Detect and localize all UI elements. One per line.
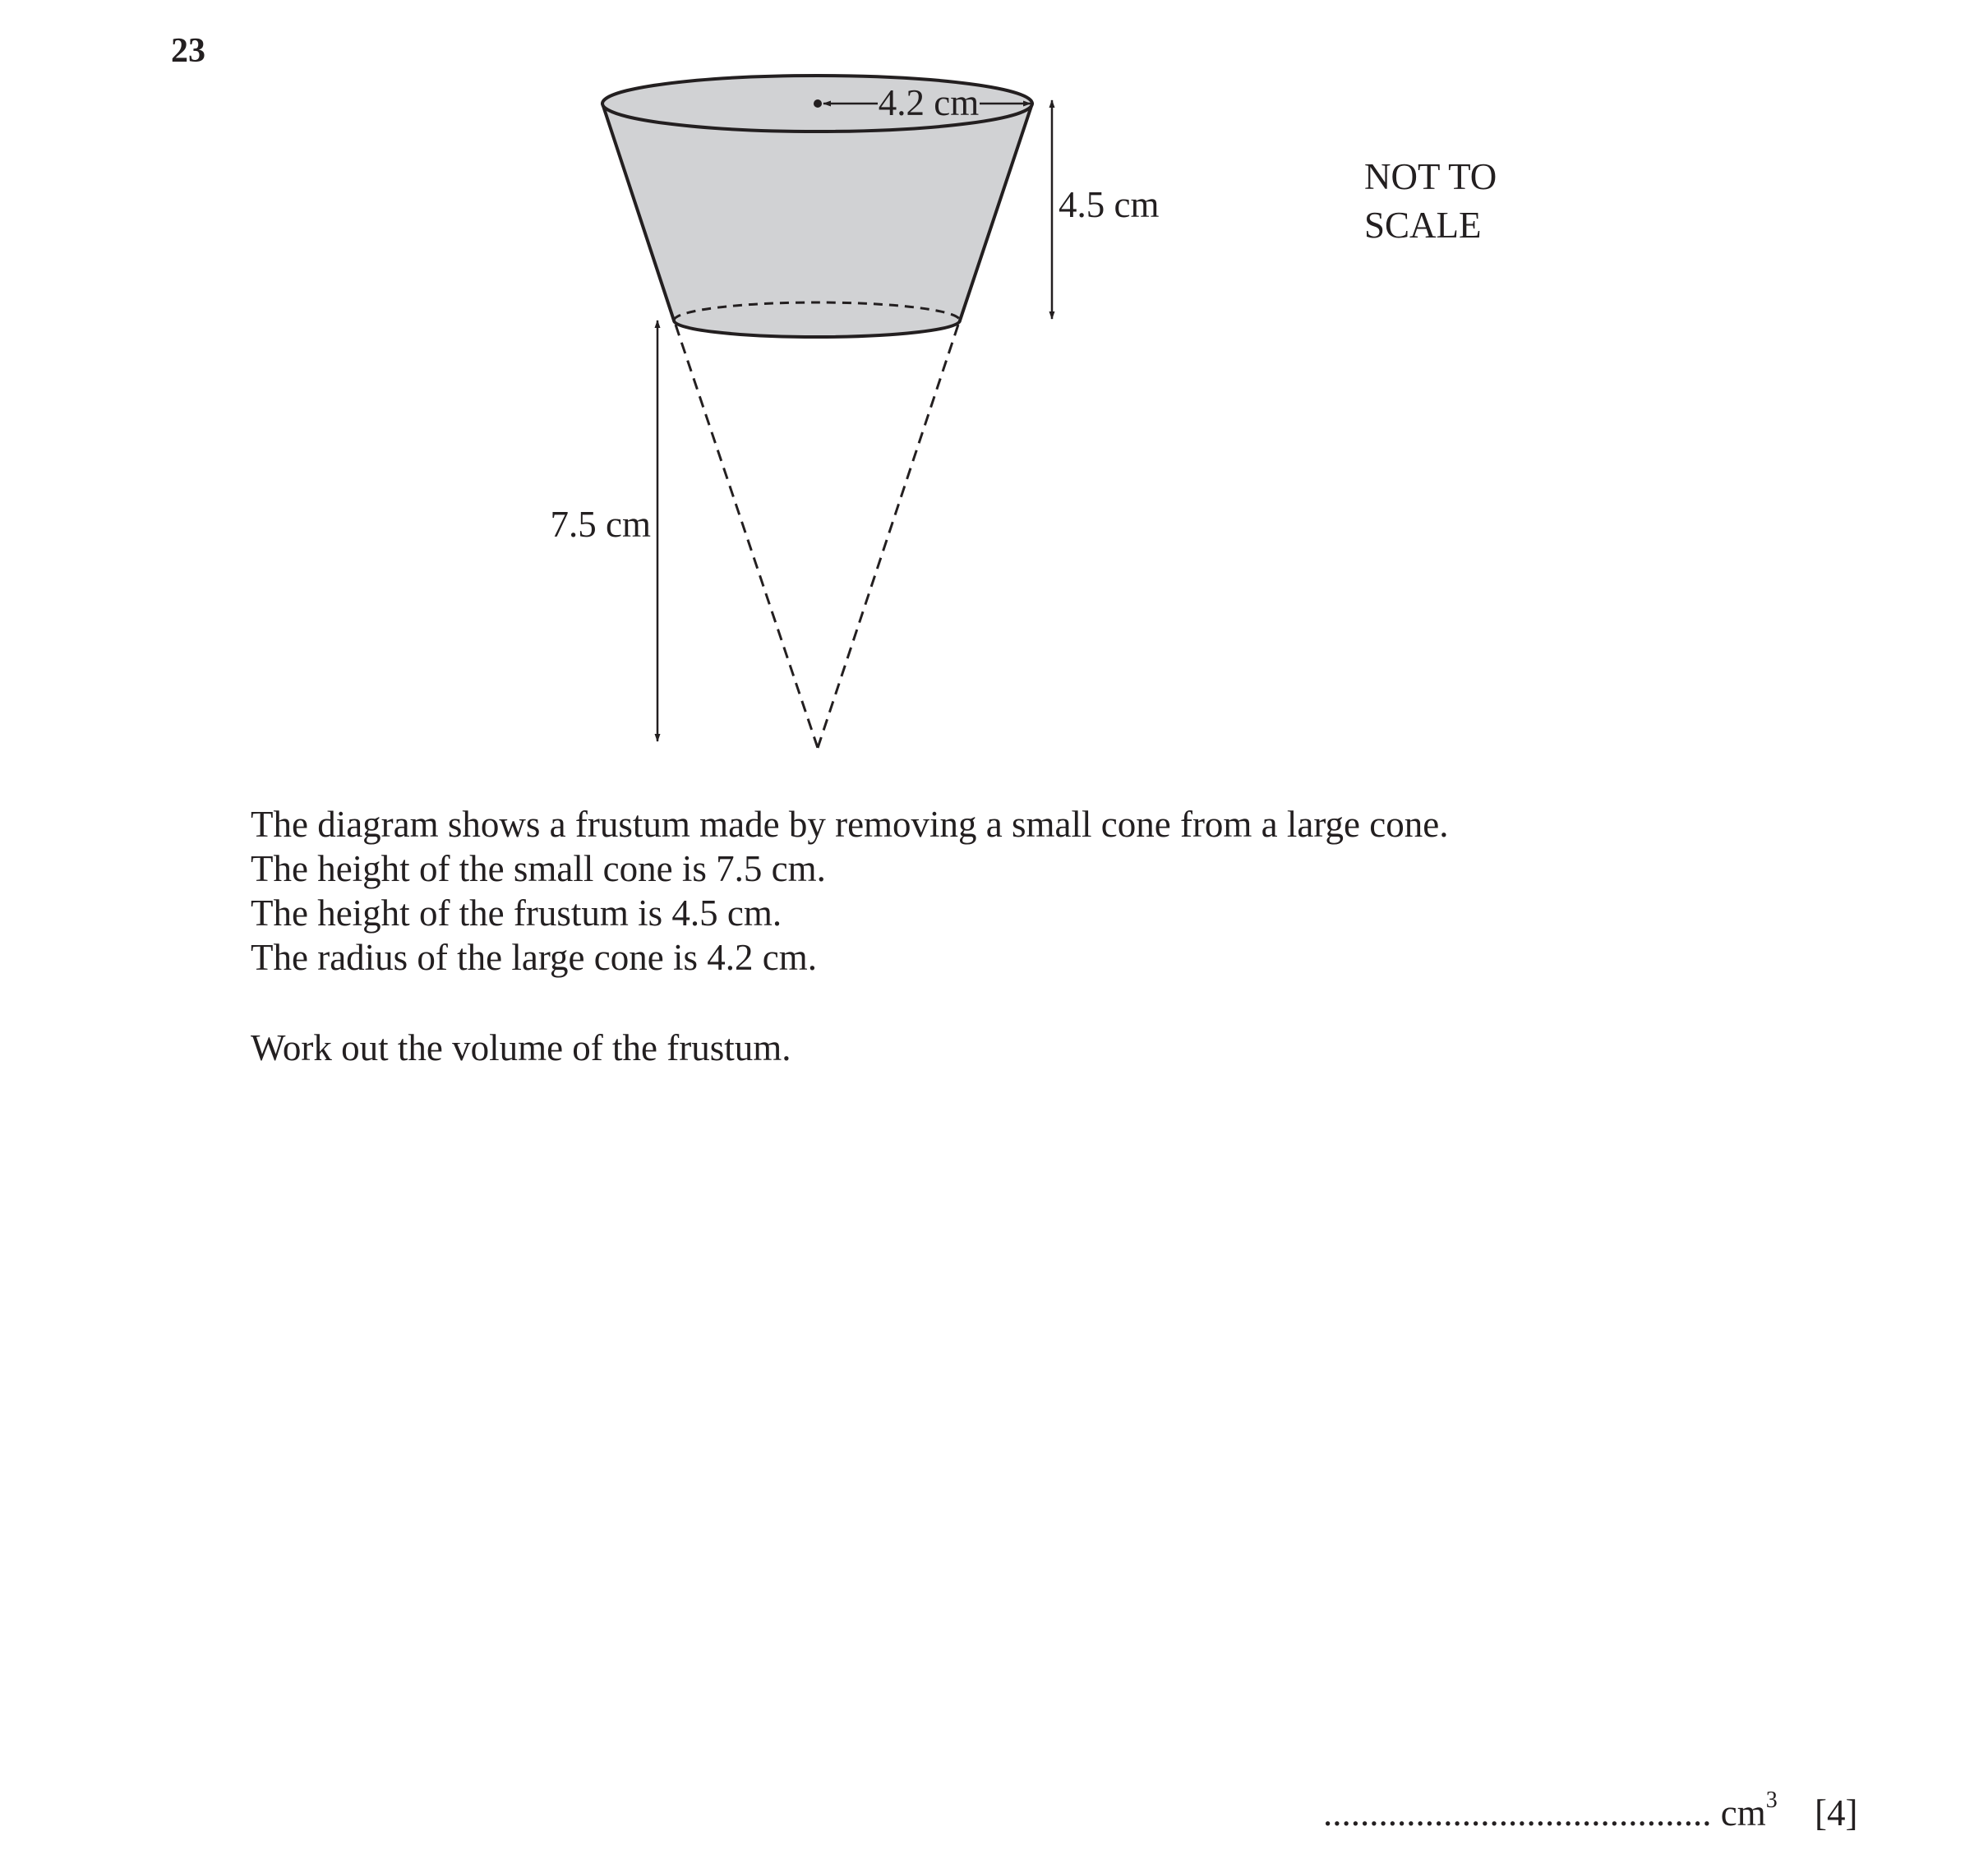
question-line: The diagram shows a frustum made by removing a small cone from a large cone.: [251, 804, 1449, 845]
question-line: The radius of the large cone is 4.2 cm.: [251, 937, 817, 978]
not-to-scale-line1: NOT TO: [1364, 156, 1497, 197]
answer-unit: cm: [1720, 1792, 1766, 1833]
radius-label: 4.2 cm: [878, 82, 980, 123]
question-number: 23: [171, 32, 205, 70]
question-text: [251, 802, 1448, 1070]
not-to-scale-note: [1364, 153, 1497, 250]
question-line: The height of the small cone is 7.5 cm.: [251, 848, 826, 889]
marks-label: [4]: [1814, 1792, 1858, 1833]
centre-dot: [814, 99, 822, 108]
answer-dots[interactable]: ..........................................: [1323, 1792, 1712, 1833]
small-cone-height-label: 7.5 cm: [550, 504, 651, 545]
question-line: The height of the frustum is 4.5 cm.: [251, 892, 782, 934]
frustum-height-label: 4.5 cm: [1059, 184, 1160, 225]
answer-unit-power: 3: [1765, 1787, 1778, 1813]
not-to-scale-line2: SCALE: [1364, 205, 1482, 246]
answer-line[interactable]: [1323, 1787, 1858, 1834]
small-cone-right-edge: [818, 325, 958, 748]
question-task: Work out the volume of the frustum.: [251, 1027, 791, 1068]
small-cone-left-edge: [676, 325, 818, 748]
